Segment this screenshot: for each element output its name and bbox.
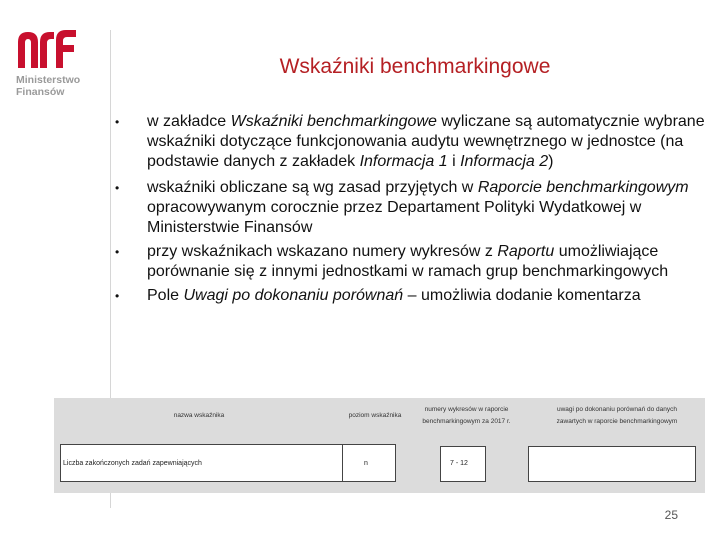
benchmark-table-screenshot <box>54 398 705 493</box>
bullet-item <box>110 112 710 172</box>
row-chart: 7 - 12 <box>450 460 468 467</box>
bullet-dot: • <box>115 115 120 129</box>
header-name: nazwa wskaźnika <box>173 412 225 419</box>
bullet-text-segment: Raportu <box>497 243 555 260</box>
mf-logo-icon <box>16 28 78 70</box>
bullet-text-segment: umożliwiające porównanie się z innymi jednostkami w ramach grup benchmarkingowych <box>147 243 669 280</box>
header-chart <box>404 404 529 428</box>
bullet-item <box>110 242 710 282</box>
bullet-text-segment: wskaźniki obliczane są wg zasad przyjętych w <box>147 179 478 196</box>
bullet-text-segment: – umożliwia dodanie komentarza <box>403 287 641 304</box>
bullet-text-segment: Wskaźniki benchmarkingowe <box>230 113 437 130</box>
bullet-text-segment: Uwagi po dokonaniu porównań <box>183 287 404 304</box>
slide-title: Wskaźniki benchmarkingowe <box>279 55 551 78</box>
bullet-dot: • <box>115 181 120 195</box>
bullet-text-segment: Informacja 2 <box>460 153 549 170</box>
header-level: poziom wskaźnika <box>348 412 402 419</box>
cell-remarks-box[interactable] <box>528 446 696 482</box>
bullet-text-segment: ) <box>548 153 554 170</box>
bullet-text-segment: w zakładce <box>147 113 231 130</box>
header-remarks-line1: uwagi po dokonaniu porównań do danych <box>557 406 677 413</box>
header-remarks <box>532 404 702 428</box>
bullet-text-segment: opracowywanym corocznie przez Departament Polityki Wydatkowej w Ministerstwie Finansów <box>147 199 642 236</box>
bullet-item <box>110 286 710 306</box>
logo-line1: Ministerstwo <box>16 74 81 86</box>
header-chart-line1: numery wykresów w raporcie <box>424 406 509 413</box>
bullet-text-segment: i <box>447 153 461 170</box>
bullet-dot: • <box>115 289 120 303</box>
bullet-item <box>110 178 710 238</box>
logo-line2: Finansów <box>16 86 65 98</box>
bullet-text-segment: Pole <box>147 287 184 304</box>
header-chart-line2: benchmarkingowym za 2017 r. <box>422 418 511 425</box>
bullet-list <box>110 112 710 310</box>
bullet-text-segment: Raporcie benchmarkingowym <box>477 179 689 196</box>
bullet-text-segment: Informacja 1 <box>359 153 448 170</box>
cell-level-box <box>342 444 396 482</box>
row-level: n <box>364 460 368 467</box>
header-remarks-line2: zawartych w raporcie benchmarkingowym <box>556 418 678 425</box>
page-number: 25 <box>664 508 678 522</box>
bullet-dot: • <box>115 245 120 259</box>
row-name: Liczba zakończonych zadań zapewniających <box>63 460 202 467</box>
ministry-logo <box>16 28 98 98</box>
bullet-text-segment: przy wskaźnikach wskazano numery wykresów z <box>147 243 498 260</box>
bullet-text-segment: wyliczane są automatycznie wybrane wskaźniki dotyczące funkcjonowania audytu wewnętrznego w jednostce (na podstawie danych z zakładek <box>147 113 705 170</box>
